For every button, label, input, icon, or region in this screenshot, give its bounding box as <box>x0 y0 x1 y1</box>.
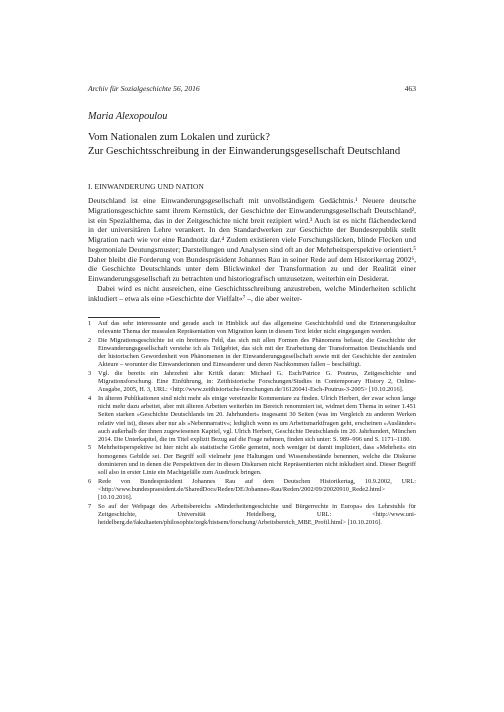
article-title-block <box>88 131 400 159</box>
footnote-number: 6 <box>88 477 92 485</box>
footnote <box>88 478 416 503</box>
paragraph: Deutschland ist eine Einwanderungsgesellschaft mit unvollständigem Gedächtnis.¹ Neuere deutsche Migrationsgeschichte samt ihrem Kernstück, der Geschichte der Einwanderungsgesellschaft Deutschland², ist ein Spezialthema, das in der Zeitgeschichte nicht breit rezipiert wird.³ Auch ist es nicht flächendeckend in der universitären Lehre verankert. In den Standardwerken zur Geschichte der Bundesrepublik stellt Migration nach wie vor eine Randnotiz dar.⁴ Zudem existieren viele Forschungslücken, blinde Flecken und hegemoniale Deutungsmuster; Darstellungen und Analysen sind oft an der Mehrheitsperspektive orientiert.⁵ Daher bleibt die Forderung von Bundespräsident Johannes Rau in seiner Rede auf dem Historikertag 2002⁶, die Geschichte Deutschlands unter dem Blickwinkel der Transformation zu und der Realität einer Einwanderungsgesellschaft zu betrachten und historiografisch umzusetzen, weiterhin ein Desiderat. <box>88 196 416 283</box>
article-title: Vom Nationalen zum Lokalen und zurück? <box>88 132 270 143</box>
footnote <box>88 370 416 395</box>
journal-citation: Archiv für Sozialgeschichte 56, 2016 <box>88 84 200 93</box>
footnote <box>88 337 416 370</box>
footnote-number: 1 <box>88 320 92 327</box>
footnote-number: 2 <box>88 336 92 344</box>
body-text <box>88 196 416 303</box>
footnote-text: Mehrheitsperspektive ist hier nicht als statistische Größe gemeint, noch weniger ist damit impliziert, dass »Mehrheit« ein homogenes Gebilde sei. Der Begriff soll vielmehr jene Haltungen und Wissensbestände benennen, welche die Diskurse dominieren und in denen die Perspektiven der in diesen Diskursen nicht Repräsentierten nicht inkludiert sind. Dieser Begriff soll also in erster Linie ein Machtgefälle zum Ausdruck bringen. <box>98 444 416 477</box>
footnote-divider <box>88 317 160 318</box>
article-subtitle: Zur Geschichtsschreibung in der Einwanderungsgesellschaft Deutschland <box>88 146 401 157</box>
footnote-number: 5 <box>88 444 92 452</box>
footnote <box>88 444 416 477</box>
footnote-number: 3 <box>88 369 92 377</box>
running-header <box>88 84 416 96</box>
footnote-text: Auf das sehr interessante und gerade auch in Hinblick auf das allgemeine Geschichtsbild und die Erinnerungskultur relevante Thema der musealen Repräsentation von Migration kann in diesem Text leider nicht eingegangen werden. <box>98 320 416 336</box>
footnote-number: 4 <box>88 394 92 402</box>
section-heading: I. EINWANDERUNG UND NATION <box>88 182 204 191</box>
paragraph: Dabei wird es nicht ausreichen, eine Geschichtsschreibung anzustreben, welche Minderheiten schlicht inkludiert – etwa als eine »Geschichte der Vielfalt«⁷ –, die aber weiter- <box>88 283 416 303</box>
footnote-text: Die Migrationsgeschichte ist ein breiteres Feld, das sich mit allen Formen des Phänomens befasst; die Geschichte der Einwanderungsgesellschaft verstehe ich als Teilgebiet, das sich mit der Erarbeitung der Transformation Deutschlands und der historischen Gewordenheit von Phänomenen in der Einwanderungsgesellschaft sowie mit der Geschichte der zentralen Akteure – worunter die Einwanderinnen und Einwanderer und deren Nachkommen fallen – beschäftigt. <box>98 336 416 369</box>
footnote <box>88 503 416 528</box>
footnote-text: Rede von Bundespräsident Johannes Rau auf dem Deutschen Historikertag, 10.9.2002, URL: <http://www.bundespraesident.de/SharedDocs/Reden/DE/Johannes-Rau/Reden/2002/09/20020910_Rede2.html> [10.10.2016]. <box>98 477 416 502</box>
footnote <box>88 395 416 445</box>
footnote-text: So auf der Webpage des Arbeitsbereichs »Minderheitengeschichte und Bürgerrechte in Europa« des Lehrstuhls für Zeitgeschichte, Universität Heidelberg, URL: <http://www.uni-heidelberg.de/fakultaeten/philosophie/zegk/histsem/forschung/Arbeitsbereich_MBE_Profil.html> [10.10.2016]. <box>98 502 416 527</box>
footnote-number: 7 <box>88 502 92 510</box>
footnote-text: Vgl. die bereits ein Jahrzehnt alte Kritik daran: Michael G. Esch/Patrice G. Poutrus, Zeitgeschichte und Migrationsforschung. Eine Einführung, in: Zeithistorische Forschungen/Studies in Contemporary History 2, Online-Ausgabe, 2005, H. 3, URL: <http://www.zeithistorische-forschungen.de/16126041-Esch-Poutrus-3-2005> [10.10.2016]. <box>98 369 416 394</box>
author-name: Maria Alexopoulou <box>88 111 168 122</box>
footnotes <box>88 320 416 527</box>
footnote <box>88 320 416 337</box>
footnote-text: In älteren Publikationen sind nicht mehr als einige vereinzelte Kommentare zu finden. Ulrich Herbert, der zwar schon lange nicht mehr dazu arbeitet, aber mit älteren Arbeiten weiterhin im Bereich renommiert ist, widmet dem Thema in seiner 1.451 Seiten starken »Geschichte Deutschlands im 20. Jahrhundert« insgesamt 30 Seiten (was im Vergleich zu anderen Werken relativ viel ist), dieses aber nur als »Nebennarrativ«; lediglich wenn es um Arbeitsmarktfragen geht, erscheinen »Ausländer« auch außerhalb der ihnen zugewiesenen Kapitel, vgl. Ulrich Herbert, Geschichte Deutschlands im 20. Jahrhundert, München 2014. Die Unterkapitel, die im Titel explizit Bezug auf die Frage nehmen, finden sich unter: S. 989–996 und S. 1171–1180. <box>98 394 416 444</box>
page-number: 463 <box>404 84 416 93</box>
